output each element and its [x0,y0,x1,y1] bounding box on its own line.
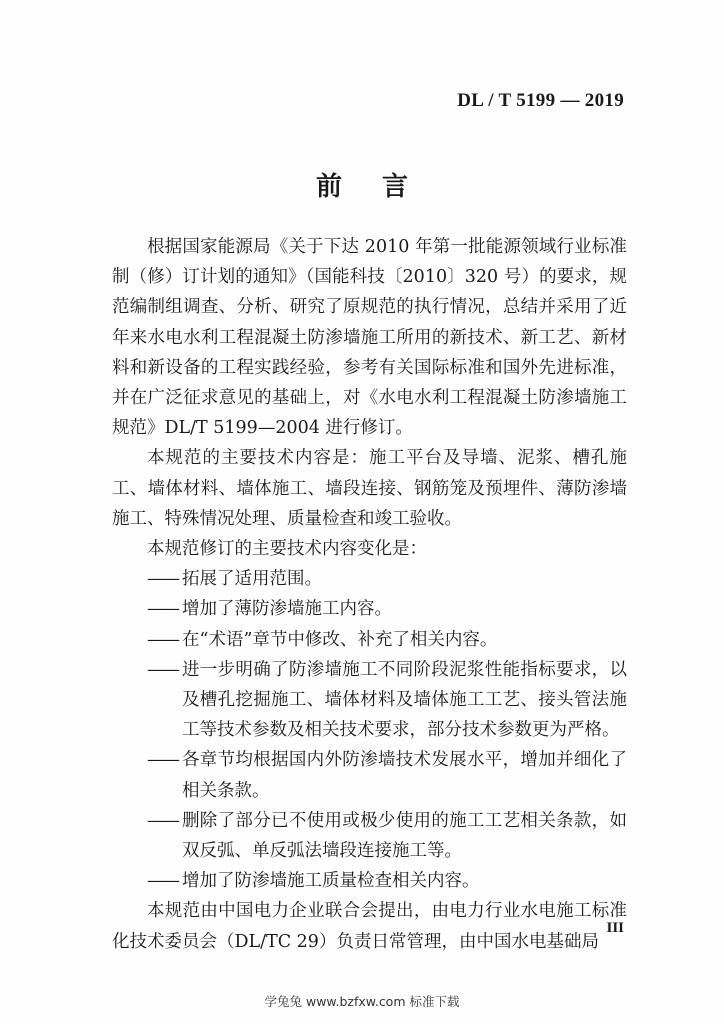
dash-marker: —— [147,599,178,620]
change-item [112,625,627,655]
change-list [112,564,627,896]
change-text: 删除了部分已不使用或极少使用的施工工艺相关条款，如双反弧、单反弧法墙段连接施工等。 [182,810,627,862]
paragraph-management: 本规范由中国电力企业联合会提出，由电力行业水电施工标准化技术委员会（DL/TC 29）负责日常管理，由中国水电基础局 [112,901,627,952]
watermark-text: 学兔兔 www.bzfxw.com 标准下载 [264,994,460,1009]
change-text: 拓展了适用范围。 [182,569,322,590]
paragraph-main-content: 本规范的主要技术内容是：施工平台及导墙、泥浆、槽孔施工、墙体材料、墙体施工、墙段连接、钢筋笼及预埋件、薄防渗墙施工、特殊情况处理、质量检查和竣工验收。 [112,448,627,529]
change-item [112,806,627,866]
dash-marker: —— [147,659,178,680]
dash-marker: —— [147,569,178,590]
change-item [112,866,627,896]
dash-marker: —— [147,750,178,771]
page-title: 前言 [315,172,448,202]
change-text: 增加了薄防渗墙施工内容。 [182,599,392,620]
dash-marker: —— [147,629,178,650]
paragraph-background: 根据国家能源局《关于下达 2010 年第一批能源领域行业标准制（修）订计划的通知》（国能科技〔2010〕320 号）的要求，规范编制组调查、分析、研究了原规范的执行情况，总结并采用了近年来水电水利工程混凝土防渗墙施工所用的新技术、新工艺、新材料和新设备的工程实践经验，参考有关国际标准和国外先进标准，并在广泛征求意见的基础上，对《水电水利工程混凝土防渗墙施工规范》DL/T 5199—2004 进行修订。 [112,237,627,439]
change-item [112,564,627,594]
change-text: 进一步明确了防渗墙施工不同阶段泥浆性能指标要求，以及槽孔挖掘施工、墙体材料及墙体施工工艺、接头管法施工等技术参数及相关技术要求，部分技术参数更为严格。 [182,659,627,741]
dash-marker: —— [147,871,178,892]
document-code: DL / T 5199 — 2019 [457,90,624,111]
change-text: 增加了防渗墙施工质量检查相关内容。 [182,871,480,892]
page-number: III [606,920,624,936]
paragraph-changes-intro: 本规范修订的主要技术内容变化是： [147,539,427,560]
preface-body [112,232,627,957]
change-item [112,745,627,805]
change-item [112,594,627,624]
change-text: 在“术语”章节中修改、补充了相关内容。 [182,629,498,650]
change-text: 各章节均根据国内外防渗墙技术发展水平，增加并细化了相关条款。 [182,750,627,801]
dash-marker: —— [147,810,178,831]
change-item [112,655,627,746]
